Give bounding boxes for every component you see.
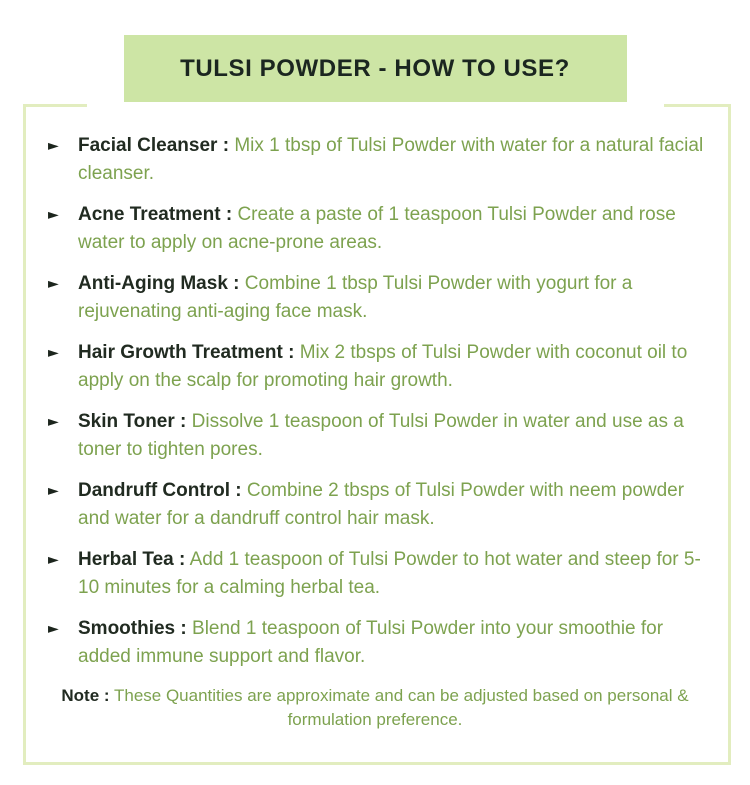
list-item-description: Mix 1 tbsp of Tulsi Powder with water for a natural facial cleanser. (78, 135, 704, 184)
list-item (48, 408, 718, 464)
list-item-label: Hair Growth Treatment : (78, 342, 295, 363)
arrow-bullet-icon: ► (48, 207, 59, 223)
list-item (48, 477, 718, 533)
list-item-text (78, 270, 715, 326)
list-item-description: Add 1 teaspoon of Tulsi Powder to hot water and steep for 5-10 minutes for a calming herbal tea. (78, 549, 701, 598)
list-item (48, 339, 718, 395)
arrow-bullet-icon: ► (48, 414, 59, 430)
note-text: These Quantities are approximate and can be adjusted based on personal & formulation preference. (113, 686, 689, 729)
arrow-bullet-icon: ► (48, 621, 59, 637)
list-item-description: Combine 2 tbsps of Tulsi Powder with neem powder and water for a dandruff control hair mask. (78, 480, 685, 529)
list-item-text (78, 546, 715, 602)
list-item-text (78, 339, 715, 395)
list-item-description: Mix 2 tbsps of Tulsi Powder with coconut oil to apply on the scalp for promoting hair growth. (78, 342, 688, 391)
list-item-description: Create a paste of 1 teaspoon Tulsi Powder and rose water to apply on acne-prone areas. (78, 204, 676, 253)
list-item-label: Herbal Tea : (78, 549, 186, 570)
list-item-description: Dissolve 1 teaspoon of Tulsi Powder in water and use as a toner to tighten pores. (78, 411, 684, 460)
frame-line-top-right (664, 104, 731, 107)
arrow-bullet-icon: ► (48, 138, 59, 154)
list-item (48, 132, 718, 188)
list-item-label: Facial Cleanser : (78, 135, 230, 156)
list-item-label: Acne Treatment : (78, 204, 233, 225)
frame-line-right (728, 104, 731, 764)
list-item-text (78, 132, 715, 188)
uses-list (48, 132, 718, 671)
frame-line-bottom (23, 762, 731, 765)
list-item-text (78, 201, 715, 257)
list-item-text (78, 477, 715, 533)
list-item (48, 546, 718, 602)
list-item-label: Skin Toner : (78, 411, 187, 432)
list-item-label: Dandruff Control : (78, 480, 242, 501)
arrow-bullet-icon: ► (48, 276, 59, 292)
list-item-text (78, 408, 715, 464)
footer-note (40, 684, 710, 732)
list-item-label: Anti-Aging Mask : (78, 273, 240, 294)
list-item (48, 270, 718, 326)
note-label: Note : (61, 686, 110, 705)
list-item-label: Smoothies : (78, 618, 187, 639)
list-item-description: Blend 1 teaspoon of Tulsi Powder into your smoothie for added immune support and flavor. (78, 618, 664, 667)
title-banner (124, 35, 627, 102)
list-item-text (78, 615, 715, 671)
list-item-description: Combine 1 tbsp Tulsi Powder with yogurt for a rejuvenating anti-aging face mask. (78, 273, 633, 322)
arrow-bullet-icon: ► (48, 552, 59, 568)
arrow-bullet-icon: ► (48, 345, 59, 361)
list-item (48, 615, 718, 671)
frame-line-left (23, 104, 26, 764)
arrow-bullet-icon: ► (48, 483, 59, 499)
page-title: TULSI POWDER - HOW TO USE? (180, 54, 570, 82)
frame-line-top-left (23, 104, 87, 107)
list-item (48, 201, 718, 257)
